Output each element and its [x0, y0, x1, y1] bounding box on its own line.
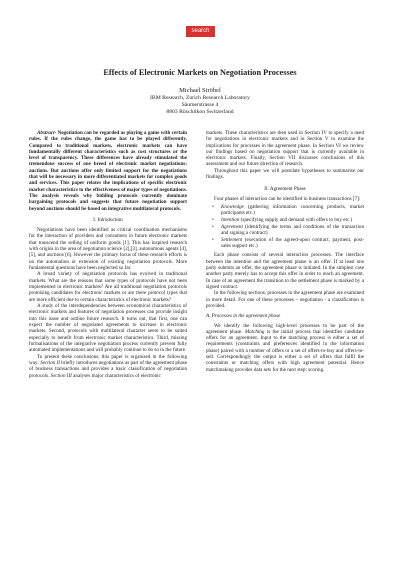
paper-header: [0, 68, 400, 116]
author-name: Michael Ströbel: [179, 87, 221, 94]
phase-desc: (specifying supply and demand with offers to buy etc.): [239, 217, 353, 224]
paragraph: In the following sections, processes in the agreement phase are examined in more detail. For one of these processes – negotiation - a classification is provided.: [206, 290, 364, 309]
phase-list: [206, 204, 364, 249]
phase-desc: (identifying the terms and conditions of the transaction and signing a contract): [221, 223, 364, 237]
paper-title: Effects of Electronic Markets on Negotiation Processes: [103, 68, 297, 77]
section-ref: Section III: [50, 372, 72, 379]
subsection-heading: A. Processes in the agreement phase: [206, 313, 281, 320]
paragraph-text: We identify the following high-level processes to be part of the agreement phase.: [206, 322, 364, 335]
city-address: 8803 Rüschlikon Switzerland: [166, 109, 234, 115]
phase-term: Intention: [221, 217, 240, 224]
paragraph: A broad variety of negotiation protocols has evolved in traditional markets. What are the reasons that some types of protocols have not been implemented in electronic markets? Are all traditional negotiation protocols promising candidates for electronic markets or are there protocol types that are more efficient due to certain characteristics of electronic markets?: [29, 271, 187, 303]
paragraph: [29, 354, 187, 379]
paragraph: Negotiations have been identified as critical coordination mechanisms for the interaction of providers and consumers in future electronic markets that transcend the selling of uniform goods [1]. This has inspired research with origins in the area of negotiation science [2],[3], autonomous agents [4],[5], and auctions [6]. However the primary focus of these research efforts is on the automation or extension of existing negotiation protocols. More fundamental questions have been neglected so far.: [29, 227, 187, 271]
phase-term: Settlement: [221, 236, 243, 243]
paragraph: Four phases of interaction can be identified in business transactions [7]:: [214, 195, 361, 202]
section-heading-agreement-phase: II. Agreement Phase: [264, 185, 306, 192]
paragraph: [206, 323, 364, 373]
list-item: [216, 224, 364, 237]
paragraph: markets. These characteristics are then used in Section IV to specify a need for negotiations in electronic markets and in Section V to examine the implications for processes in the agreement phase. In Section VI we review our findings based on negotiation support that is currently available in electronic markets. Finally, Section VII discusses conclusions of this assessment and our future direction of research.: [206, 130, 364, 168]
abstract-label: Abstract-: [37, 130, 57, 136]
phase-term: Knowledge: [221, 204, 244, 211]
street-address: Säumerstrasse 4: [181, 102, 219, 108]
section-ref: Section II: [40, 359, 60, 366]
left-column: [29, 130, 187, 379]
list-item: [216, 204, 364, 217]
search-button[interactable]: search: [186, 26, 215, 37]
author-block: [0, 87, 400, 116]
list-item: [216, 237, 364, 250]
affiliation: IBM Research, Zurich Research Laboratory: [150, 95, 250, 101]
list-item: [216, 217, 364, 223]
paragraph-text: is the initial process that identifies candidate offers for an agreement. Input to the matching process is either a set of requirements (constraints and preferences identified in the information phase) paired with a number of offers or a set of offers-to-buy and offers-to-sell. Correspondingly the output is either a set of offers that fulfil the constraints or matching offers with high agreement potential. Hence matchmaking provides data sets for the next step: scoring.: [206, 328, 364, 373]
paragraph: Throughout this paper we will postulate hypotheses to summarise our findings.: [206, 167, 364, 181]
section-heading-introduction: I. Introduction: [93, 216, 123, 223]
paragraph: Each phase consists of several interaction processes. The interface between the intention and the agreement phase is an offer. If at least one party submits an offer, the agreement phase is initiated. In the simplest case another party merely has to accept this offer in order to reach an agreement. In case of an agreement the transition to the settlement phase is marked by a signed contract.: [206, 252, 364, 290]
phase-desc: (execution of the agreed-upon contract, payment, post-sales support etc.): [221, 236, 364, 250]
term: Matching: [244, 328, 265, 335]
phase-term: Agreement: [221, 223, 243, 230]
paragraph-text: analyses major characteristics of electronic: [71, 372, 161, 379]
paragraph: A study of the interdependencies between economical characteristics of electronic markets and features of negotiation processes can provide insight into this issue and outline future research. It turns out, that first, one can expect the number of negotiated agreements to increase in electronic markets. Second, protocols with multilateral character seem to be suited especially to benefit from electronic market characteristics. Third, missing formalisations of the integrative negotiation process currently prevent fully automated implementations and will probably continue to do so in the future.: [29, 303, 187, 354]
paragraph-text: To present these conclusions, this paper is organised in the following way:: [29, 353, 187, 366]
phase-desc: (gathering information concerning products, market participants etc.): [221, 204, 364, 217]
paragraph-text: briefly introduces negotiations as part of the agreement phase of business transactions and provides a basic classification of negotiation protocols.: [29, 359, 187, 379]
abstract-text: Negotiation can be regarded as playing a game with certain rules. If the rules change, the game has to be played differently. Compared to traditional markets, electronic markets can have fundamentally different characteristics such as cost structures or the level of transparency. These differences have already stimulated the tremendous success of one breed of electronic market negotiations: auctions. But auctions offer only limited support for the negotiations that will be necessary in more differentiated markets for complex goods and services. This paper relates the implications of specific electronic market characteristics to the effectiveness of major types of negotiations. The analysis reveals why bidding protocols currently dominate bargaining protocols and suggests that future negotiation support beyond auctions should be based on integrative multilateral protocols.: [29, 130, 187, 212]
abstract: [29, 130, 187, 212]
right-column: [206, 130, 364, 373]
